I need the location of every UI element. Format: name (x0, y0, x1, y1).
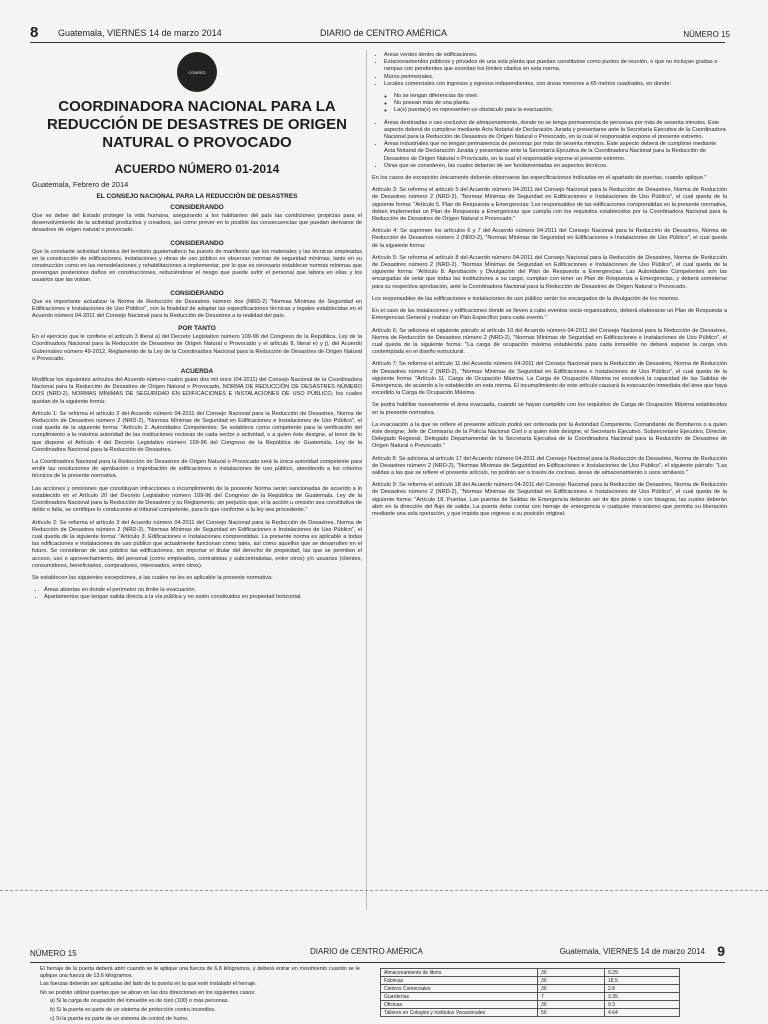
next-page-text (40, 966, 360, 1024)
paragraph: La Coordinadora Nacional para la Reducción de Desastres de Origen Natural o Provocado será la única autoridad competente para emitir las resoluciones de aprobación o improbación de edificaciones o instalaciones de uso público, atendiendo a los criterios técnicos de la presente normativa. (32, 459, 362, 480)
paragraph: Artículo 1: Se reforma el artículo 2 del Acuerdo número 04-2011 del Consejo Nacional para la Reducción de Desastres, Norma de Reducción de Desastres número 2 (NRD-2), "Normas Mínimas de Seguridad en Edificaciones e Instalaciones de Uso Público", el cual queda de la siguiente forma: "Artículo 2. Autoridades Competentes: Se establece como competente para la verificación del cumplimiento a la máxima autoridad de las instituciones rectoras de cada sector o actividad, o a quien éste designe, al tenor de lo que dispone el Artículo 4 del Decreto Legislativo número 109-96 del Congreso de la República de Guatemala, Ley de la Coordinadora Nacional para la Reducción de Desastres. (32, 410, 362, 453)
paragraph: En el caso de las instalaciones y edificaciones donde se lleven a cabo eventos socio-organizativos, deberá elaborarse un Plan de Respuesta a Emergencias General y realizar un Plan Específico para cada evento." (372, 308, 727, 322)
paragraph: En los casos de excepción únicamente deberán observarse las especificaciones indicadas en el apartado de puertas, cuando aplique." (372, 175, 707, 182)
paragraph: Las fuerzas deberán ser aplicadas del lado de la puerta en la que esté instalado el herraje. (40, 981, 257, 988)
list-item: • Apartamentos que tengan salida directa a la vía pública y no estén constituidos en propiedad horizontal. (44, 594, 362, 601)
table-cell: 18.5 (605, 977, 680, 985)
paragraph: Se establecen las siguientes excepciones, a las cuales no les es aplicable la presente normativa: (32, 574, 273, 581)
council-heading: EL CONSEJO NACIONAL PARA LA REDUCCIÓN DE DESASTRES (96, 193, 298, 200)
agency-title: COORDINADORA NACIONAL PARA LA REDUCCIÓN DE DESASTRES DE ORIGEN NATURAL O PROVOCADO (46, 98, 348, 151)
table-cell: 9.29 (605, 969, 680, 977)
header-date: Guatemala, VIERNES 14 de marzo 2014 (58, 28, 222, 38)
table-row (381, 993, 680, 1001)
list-item: • Áreas industriales que no tengan permanencia de personas por más de sesenta minutos. Este aspecto deberá de cumplirse mediante Acta Notarial de Declaración Jurada y presentarse ante la Secretaría Ejecutiva de la Coordinadora Nacional para la Reducción de Desastres de Origen Natural o Provocado, en la cual el responsable expone el presente extremo. (384, 141, 727, 163)
section-heading: CONSIDERANDO (170, 239, 224, 247)
paragraph: Artículo 9: Se reforma el artículo 18 del Acuerdo número 04-2011 del Consejo Nacional para la Reducción de Desastres, Norma de Reducción de Desastres número 2 (NRD-2), "Normas Mínimas de Seguridad en Edificaciones e Instalaciones de Uso Público", el cual queda de la siguiente forma: "Artículo 18. Puertas. Las puertas de Salidas de Emergencia deberán ser de tipo pivote o con bisagras, las cuales deberán abrir en la dirección del flujo de salida. La puerta debe contar con herraje de emergencia o cualquier mecanismo que permita su liberación mediante una sola operación, y que impida que regrese a su posición original. (372, 482, 727, 517)
paragraph: Artículo 7: Se reforma el artículo 11 del Acuerdo número 04-2011 del Consejo Nacional para la Reducción de Desastres, Norma de Reducción de Desastres número 2 (NRD-2), "Normas Mínimas de Seguridad en Edificaciones e Instalaciones de Uso Público", el cual queda de la siguiente forma: "Artículo 11. Carga de Ocupación Máxima. La Carga de Ocupación Máxima no excederá la capacidad de las Salidas de Emergencia, de acuerdo a lo establecido en esta norma. El incumplimiento de este artículo causará la evacuación inmediata del área que haya excedido la Carga de Ocupación Máxima. (372, 361, 727, 397)
list-item: • Locales comerciales con ingresos y egresos independientes, con áreas menores a 65 metros cuadrados, en donde: (384, 81, 727, 88)
table-cell: 4.64 (605, 1009, 680, 1017)
issue-number: NÚMERO 15 (30, 949, 77, 958)
table-cell: 2.8 (605, 985, 680, 993)
issue-number: NÚMERO 15 (683, 30, 730, 39)
table-cell: 9.3 (605, 1001, 680, 1009)
table-row (381, 977, 680, 985)
newspaper-name: DIARIO de CENTRO AMÉRICA (310, 947, 423, 956)
list-item: • Áreas destinadas o uso exclusivo de almacenamiento, donde no se tenga permanencia de personas por más de sesenta minutos. Este aspecto deberá de cumplirse mediante Acta Notarial de Declaración Jurada y presentarse ante la Secretaría Ejecutiva de la Coordinadora Nacional para la Reducción de Desastres de Origen Natural o Provocado, en la cual el responsable expone el presente extremo. (384, 120, 727, 142)
paragraph: Artículo 8: Se adiciona al artículo 17 del Acuerdo número 04-2011 del Consejo Nacional para la Reducción de Desastres, Norma de Reducción de Desastres número 2 (NRD-2), "Normas Mínimas de Seguridad en Edificaciones e Instalaciones de Uso Público", el siguiente párrafo: "Las salidas a las que se refiere el presente artículo, no podrán ser a través de cocinas, áreas de almacenamiento o usos similares." (372, 455, 727, 476)
newspaper-name: DIARIO de CENTRO AMÉRICA (320, 28, 448, 38)
table-cell: Fábricas (381, 977, 538, 985)
column-divider (366, 50, 367, 910)
list-item: ◦ No se tengan diferencias de nivel. (394, 93, 727, 100)
conred-seal: CONRED (177, 52, 217, 92)
list-item: • Muros perimetrales. (384, 74, 727, 81)
table-row (381, 1009, 680, 1017)
paragraph: c) Si la puerta es parte de un sistema de control de humo. (50, 1015, 189, 1022)
table-cell: Guarderías (381, 993, 538, 1001)
table-cell: 30 (538, 1001, 605, 1009)
page-number: 9 (717, 943, 725, 959)
paragraph: Que la constante actividad sísmica del territorio guatemalteco ha puesto de manifiesto que los materiales y las técnicas empleadas en la construcción de edificaciones, instalaciones y obras de uso público no observan normas de seguridad mínimas, tanto en su construcción como en las remodelaciones y rehabilitaciones a implementar, por lo que es necesario establecer normas mínimas que prevengan posteriores daños en construcciones, reduciéndose el riesgo que puede sufrir el personal que labora en ellas y los usuarios que las visitan. (32, 248, 362, 284)
page-fold (0, 890, 768, 891)
acuerdo-title: ACUERDO NÚMERO 01-2014 (114, 162, 280, 176)
exception-list (44, 587, 362, 601)
table-cell: Centros Comerciales (381, 985, 538, 993)
header-date: Guatemala, VIERNES 14 de marzo 2014 (559, 947, 705, 956)
section-heading: ACUERDA (180, 368, 214, 376)
exception-list-more (384, 120, 727, 170)
paragraph: Artículo 3: Se reforma el artículo 5 del Acuerdo número 04-2011 del Consejo Nacional para la Reducción de Desastres, Norma de Reducción de Desastres número 2 (NRD-2), "Normas Mínimas de Seguridad en Edificaciones e Instalaciones de Uso Público", el cual queda de la siguiente forma: "Artículo 5. Plan de Respuesta a Emergencias: Los responsables de las edificaciones comprendidas en la presente normativa, deben implementar un Plan de Respuesta a Emergencias que cumpla con los requisitos establecidos por la Coordinadora Nacional para la Reducción de Desastres de Origen Natural o Provocado." (372, 187, 727, 223)
table-row (381, 1001, 680, 1009)
paragraph: Artículo 6: Se adiciona el siguiente párrafo al artículo 10 del Acuerdo número 04-2011 del Consejo Nacional para la Reducción de Desastres, Norma de Reducción de Desastres número 2 (NRD-2), "Normas Mínimas de Seguridad en Edificaciones e Instalaciones de Uso Público", el cual queda de la siguiente forma: "La carga de ocupación máxima establecida para cada inmueble no deberá superar la carga viva contemplada en el diseño estructural. (372, 327, 727, 356)
table-cell: Almacenamiento de libros (381, 969, 538, 977)
paragraph: La evacuación a la que se refiere el presente artículo podrá ser ordenada por la Autoridad Competente, Comandante de Bomberos o a quien éste designe; Jefe de Comisaría de la Policía Nacional Civil o a quien éste designe; el Secretario Ejecutivo, Subsecretario Ejecutivo, Director, Delegado Regional, Delegado Departamental de la Secretaría Ejecutiva de la Coordinadora Nacional para la Reducción de Desastres de Origen Natural o Provocado." (372, 421, 727, 450)
table-row (381, 985, 680, 993)
list-item: • Otras que se consideren, las cuales deberán de ser fundamentadas en aspectos técnicos. (384, 163, 727, 170)
paragraph: El herraje de la puerta deberá abrir cuando se le aplique una fuerza de 6.8 kilogramos, y deberá entrar en movimiento cuando se le aplique una fuerza de 13.6 kilogramos. (40, 966, 360, 979)
page-header (30, 24, 730, 44)
table-cell: 30 (538, 985, 605, 993)
right-column (372, 52, 727, 892)
list-item: • Áreas verdes dentro de edificaciones. (384, 52, 727, 59)
paragraph: b) Si la puerta es parte de un sistema de protección contra incendios. (50, 1006, 216, 1013)
exception-list-continued (384, 52, 727, 88)
paragraph: Se podrá habilitar nuevamente el área evacuada, cuando se hayan cumplido con los requisitos de Carga de Ocupación Máxima establecidos en la presente normativa. (372, 402, 727, 416)
paragraph: Que es importante actualizar la Norma de Reducción de Desastres número dos (NRD-2) "Normas Mínimas de Seguridad en Edificaciones e Instalaciones de Uso Público", con la finalidad de adaptar las especificaciones técnicas y legales establecidas en el Acuerdo número 04-2011 del Consejo Nacional para la Reducción de Desastres a la realidad del país. (32, 298, 362, 320)
list-item: • Estacionamientos públicos y privados de una sola planta que puedan constituirse como puntos de reunión, o que no incluyan gradas o rampas con pendientes que excedan los límites citados en esta norma. (384, 59, 727, 73)
table-cell: 7 (538, 993, 605, 1001)
paragraph: En el ejercicio que le confiere el artículo 3 literal a) del Decreto Legislativo número 109-96 del Congreso de la República, Ley de la Coordinadora Nacional para la Reducción de Desastres de Origen Natural o Provocado y el artículo 8, literal e) y j), del Acuerdo Gubernativo número 49-2012, Reglamento de la Ley de la Coordinadora Nacional para la Reducción de Desastres de Origen Natural o Provocado. (32, 334, 362, 362)
paragraph: Modificar los siguientes artículos del Acuerdo número cuatro guion dos mil once (04-2011) del Consejo Nacional de la Coordinadora Nacional para la Reducción de Desastres de Origen Natural o Provocado, NORMA DE REDUCCIÓN DE DESASTRES NÚMERO DOS (NRD-2), NORMAS MÍNIMAS DE SEGURIDAD EN EDIFICACIONES E INSTALACIONES DE USO PÚBLICO, los cuales quedan de la siguiente forma: (32, 377, 362, 405)
list-item: ◦ No posean más de una planta. (394, 100, 727, 107)
section-heading: CONSIDERANDO (170, 289, 224, 297)
left-column (32, 52, 362, 892)
table-cell: 30 (538, 977, 605, 985)
list-item: ◦ La(s) puerta(s) no representen un obstáculo para la evacuación. (394, 107, 727, 114)
section-heading: CONSIDERANDO (170, 204, 224, 211)
next-page-header (30, 945, 725, 963)
header-rule (30, 42, 725, 43)
paragraph: Artículo 5: Se reforma el artículo 8 del Acuerdo número 04-2011 del Consejo Nacional para la Reducción de Desastres, Norma de Reducción de Desastres número 2 (NRD-2), "Normas Mínimas de Seguridad en Edificaciones e Instalaciones de Uso Público", el cual queda de la siguiente forma: "Artículo 8. Aprobación y Divulgación del Plan de Respuesta a Emergencias. Las Autoridades Competentes son las encargadas de velar que todas las instituciones a su cargo, cumplan con tener un Plan de Respuesta a Emergencias, y deberá someterse para su respectiva aprobación, ante la Coordinadora Nacional para la Reducción de Desastres de Origen Natural o Provocado. (372, 254, 727, 290)
table-cell: 30 (538, 969, 605, 977)
paragraph: No se podrán utilizar puertas que se abran en las dos direcciones en los siguientes casos: (40, 989, 256, 996)
table-row (381, 969, 680, 977)
list-item: • Áreas abiertas en donde el perímetro no limite la evacuación. (44, 587, 362, 594)
paragraph: Artículo 2: Se reforma el artículo 3 del Acuerdo número 04-2011 del Consejo Nacional para la Reducción de Desastres, Norma de Reducción de Desastres número 2 (NRD-2), "Normas Mínimas de Seguridad en Edificaciones e Instalaciones de Uso Público", el cual queda de la siguiente forma: "Artículo 3: Edificaciones e Instalaciones comprendidas. La presente norma es aplicable a todas las edificaciones e instalaciones de uso público que actualmente funcionan como tales, así como aquellos que se desarrollen en el futuro. Se consideran de uso público las edificaciones, sin importar el titular del derecho de propiedad, las que se permiten el acceso, uso o aprovechamiento, del personal (como empleados, contratistas y subcontratistas, entre otros) y/o usuarios (clientes, consumidores, beneficiarios, compradores, interesados, entre otros). (32, 519, 362, 569)
header-rule (30, 962, 725, 963)
paragraph: Artículo 4: Se suprimen los artículos 6 y 7 del Acuerdo número 04-2011 del Consejo Nacional para la Reducción de Desastres, Norma de Reducción de Desastres número 2 (NRD-2), "Normas Mínimas de Seguridad en Edificaciones e Instalaciones de Uso Público", el cual queda de la siguiente forma: (372, 228, 727, 249)
place-date: Guatemala, Febrero de 2014 (32, 180, 129, 189)
table-cell: Oficinas (381, 1001, 538, 1009)
occupancy-table (380, 968, 680, 1017)
paragraph: Que es deber del Estado proteger la vida humana, asegurando a los habitantes del país las condiciones propicias para el desenvolvimiento de la actividad productiva y creadora, así como prever en lo posible las consecuencias que puedan derivarse de desastres de origen natural o provocado. (32, 213, 362, 234)
table-cell: 50 (538, 1009, 605, 1017)
page-number: 8 (30, 24, 39, 41)
paragraph: Las acciones y omisiones que constituyan infracciones o incumplimiento de la presente Norma serán sancionadas de acuerdo a lo establecido en el Artículo 20 del Decreto Legislativo número 109-96 del Congreso de la República de Guatemala, Ley de la Coordinadora Nacional para la Reducción de Desastres y su Reglamento, sin perjuicio que, si la acción u omisión sea constitutiva de delito o falta, se certifique lo conducente al tribunal competente, para lo que conforme a la ley sea procedente." (32, 485, 362, 514)
sub-list (394, 93, 727, 115)
paragraph: Los responsables de las edificaciones e instalaciones de uso público serán los encargados de la divulgación de los mismos. (372, 295, 680, 302)
paragraph: a) Si la carga de ocupación del inmueble es de cien (100) o más personas. (50, 998, 229, 1005)
table-cell: Talleres en Colegios y Institutos Vocacionales (381, 1009, 538, 1017)
table-cell: 3.35 (605, 993, 680, 1001)
section-heading: POR TANTO (178, 325, 216, 333)
